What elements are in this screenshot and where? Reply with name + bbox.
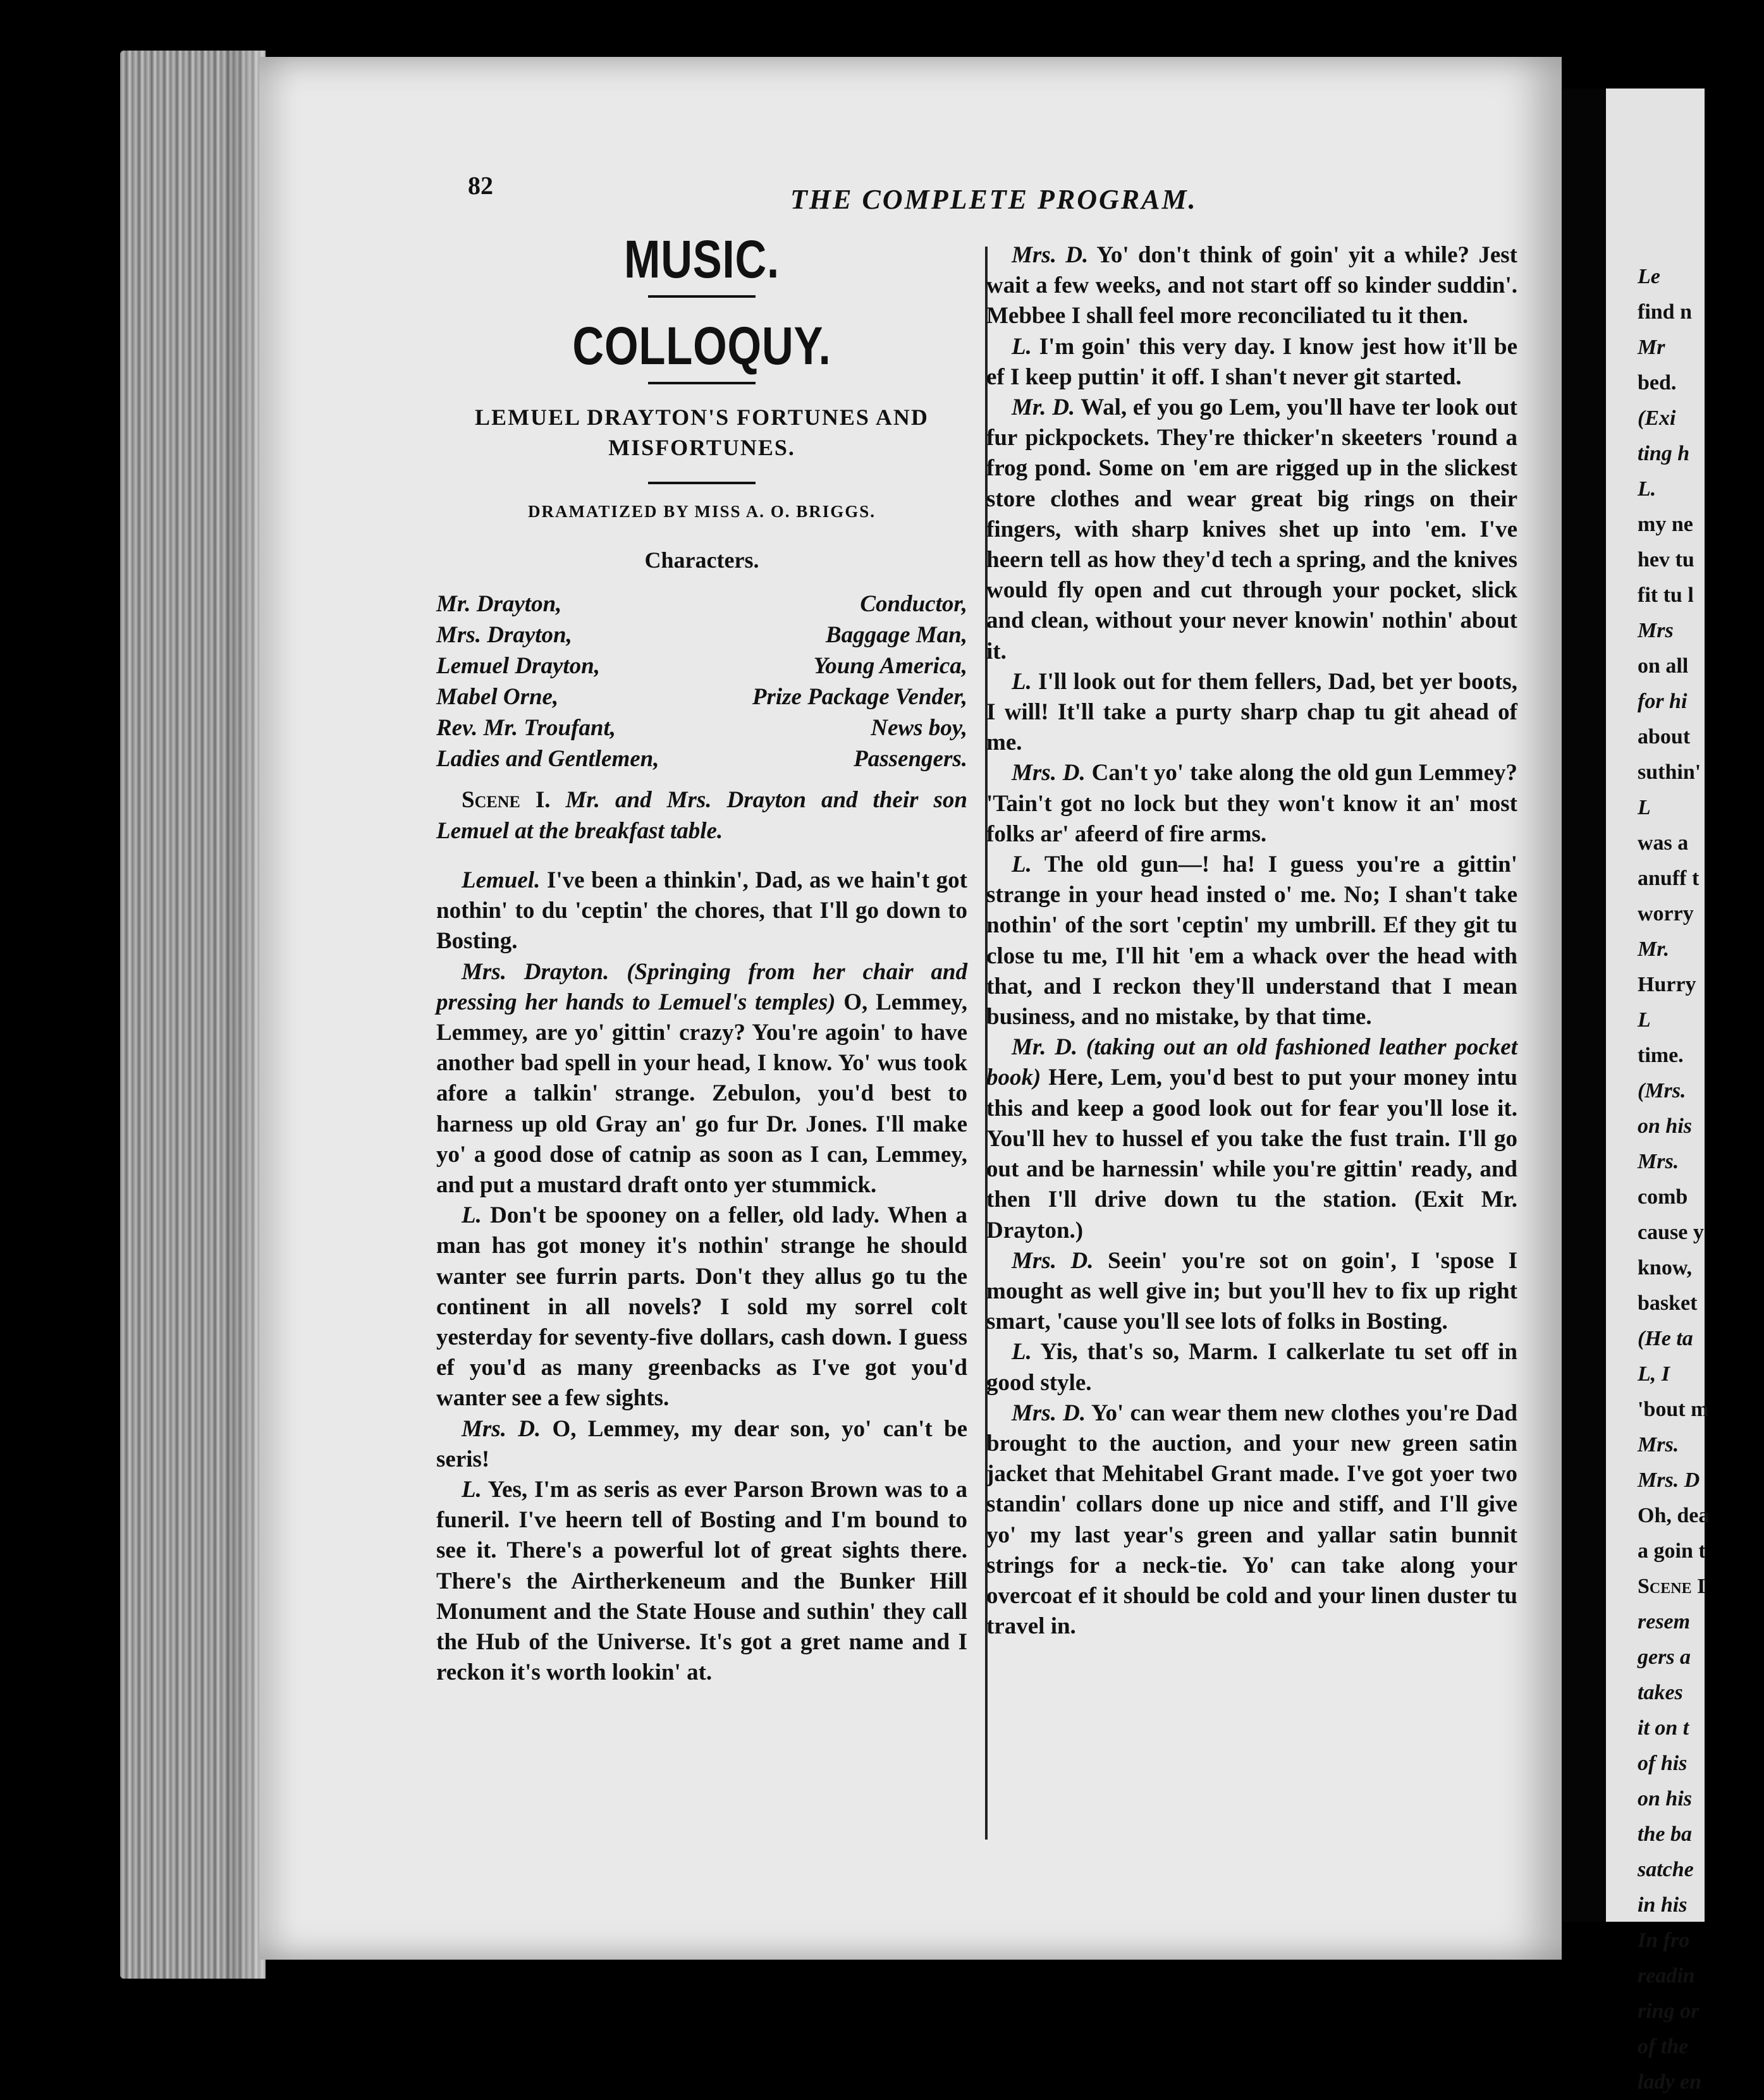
facing-page-line: of the — [1638, 2035, 1689, 2058]
byline: DRAMATIZED BY MISS A. O. BRIGGS. — [527, 502, 876, 521]
book-page-edges — [120, 51, 266, 1979]
dialogue-text: Don't be spooney on a feller, old lady. When a man has got money it's nothin' strange he should wanter see furrin parts. Don't they allus go tu the continent in all novels? I sold my sorrel colt yesterday for seventy-five dollars, cash down. I guess ef you'd as many greenbacks as I've got you'd wanter see a few sights. — [436, 1202, 968, 1412]
character-name-right: Prize Package Vender, — [752, 684, 967, 710]
dialogue-paragraph — [986, 1337, 1517, 1398]
heading-colloquy: COLLOQUY. — [572, 316, 831, 375]
character-row — [436, 712, 967, 743]
speaker-name: L. — [1012, 1339, 1032, 1365]
facing-page-line: ting h — [1638, 442, 1690, 465]
dialogue-paragraph — [436, 1200, 967, 1413]
speaker-name: Mrs. Drayton. — [462, 958, 609, 985]
characters-heading: Characters. — [644, 547, 759, 573]
play-title: LEMUEL DRAYTON'S FORTUNES AND MISFORTUNES. — [475, 405, 929, 460]
facing-page-line: lady en — [1638, 2070, 1702, 2094]
facing-page-line: bed. — [1638, 371, 1677, 394]
character-list — [436, 589, 967, 774]
dialogue-paragraph — [986, 1246, 1517, 1338]
dialogue-paragraph — [986, 1032, 1517, 1245]
facing-page-line: cause y — [1638, 1221, 1704, 1244]
dialogue-text: Yis, that's so, Marm. I calkerlate tu set off in good style. — [986, 1339, 1517, 1396]
character-name-right: Young America, — [813, 653, 967, 679]
facing-page-line: Scene I — [1638, 1575, 1706, 1598]
character-row — [436, 681, 967, 712]
speaker-name: Mr. D. — [1012, 1034, 1078, 1061]
facing-page-line: L — [1638, 1008, 1651, 1032]
dialogue-text: Seein' you're sot on goin', I 'spose I mought as well give in; but you'll hev to fix up right smart, 'cause you'll see lots of folks in Bosting. — [986, 1247, 1518, 1335]
running-head: THE COMPLETE PROGRAM. — [790, 184, 1197, 215]
facing-page-line: my ne — [1638, 513, 1693, 536]
speaker-name: L. — [1012, 852, 1032, 878]
character-name-left: Mrs. Drayton, — [436, 622, 572, 648]
facing-page-line: L — [1638, 796, 1651, 819]
facing-page-line: worry — [1638, 902, 1694, 925]
dialogue-paragraph — [436, 1475, 967, 1688]
facing-page-line: Le — [1638, 265, 1660, 288]
character-name-left: Mabel Orne, — [436, 684, 559, 710]
scene-label: Scene I. — [462, 787, 551, 813]
facing-page-line: fit tu l — [1638, 583, 1694, 607]
speaker-name: Mrs. D. — [1012, 1247, 1094, 1274]
book-gutter — [1562, 89, 1606, 1922]
facing-page-line: of his — [1638, 1752, 1687, 1775]
character-name-right: News boy, — [871, 715, 967, 741]
facing-page-line: Mrs — [1638, 619, 1674, 642]
facing-page-line: 'bout m — [1638, 1398, 1709, 1421]
facing-page-line: on his — [1638, 1787, 1692, 1810]
divider — [648, 382, 756, 384]
speaker-name: Mrs. D. — [462, 1415, 541, 1442]
dialogue-text: Yo' can wear them new clothes you're Dad brought to the auction, and your new green satin jacket that Mehitabel Grant made. I've got yoer two standin' collars done up nice and stiff, and I'll give yo' my last year's green and yallar satin bunnit strings for a neck-tie. Yo' can take along your overcoat ef it should be cold and your linen duster tu travel in. — [986, 1400, 1517, 1640]
divider — [648, 295, 756, 298]
right-dialogue — [986, 240, 1517, 1642]
stage-direction: (taking out an old fashioned leather pocket book) — [986, 1034, 1517, 1091]
speaker-name: Mrs. D. — [1012, 760, 1086, 786]
dialogue-paragraph — [436, 957, 967, 1201]
scene-text: Mr. and Mrs. Drayton and their son Lemuel at the breakfast table. — [436, 787, 968, 844]
facing-page-line: Mrs. — [1638, 1433, 1679, 1456]
heading-music: MUSIC. — [624, 229, 780, 289]
dialogue-paragraph — [986, 332, 1517, 393]
facing-page-line: know, — [1638, 1256, 1692, 1279]
page-number: 82 — [468, 171, 493, 200]
facing-page — [1606, 89, 1710, 2094]
character-name-left: Lemuel Drayton, — [436, 653, 600, 679]
facing-page-line: (He ta — [1638, 1327, 1693, 1350]
facing-page-line: resem — [1638, 1610, 1691, 1633]
dialogue-paragraph — [986, 758, 1517, 850]
character-name-right: Passengers. — [854, 746, 967, 772]
facing-page-line: In fro — [1638, 1929, 1690, 1952]
character-name-left: Mr. Drayton, — [436, 591, 562, 617]
dialogue-text: Wal, ef you go Lem, you'll have ter look out fur pickpockets. They're thicker'n skeeters 'round a frog pond. Some on 'em are rigged up in the slickest store clothes and wear great big rings on their fingers, with sharp knives shet up into 'em. I've heern tell as how they'd tech a spring, and the knives would fly open and cut through your pocket, slick and clean, without your never knowin' nothin' about it. — [986, 394, 1517, 664]
dialogue-paragraph — [986, 240, 1517, 332]
dialogue-paragraph — [986, 667, 1517, 759]
left-column — [436, 221, 967, 1688]
facing-page-line: suthin' — [1638, 760, 1701, 784]
dialogue-text: O, Lemmey, Lemmey, are yo' gittin' crazy? You're agoin' to have another bad spell in your head, I know. Yo' wus took afore a talkin' strange. Zebulon, you'd best to harness up old Gray an' go fur Dr. Jones. I'll make yo' a good dose of catnip as soon as I can, Lemmey, and put a mustard draft onto yer stummick. — [436, 989, 968, 1199]
dialogue-paragraph — [436, 1414, 967, 1475]
left-dialogue — [436, 865, 967, 1688]
facing-page-line: time. — [1638, 1044, 1684, 1067]
dialogue-paragraph — [986, 850, 1517, 1032]
facing-page-line: L, I — [1638, 1362, 1670, 1386]
speaker-name: Mrs. D. — [1012, 1400, 1086, 1426]
facing-page-line: readin — [1638, 1964, 1695, 1987]
facing-page-line: the ba — [1638, 1822, 1692, 1846]
stage-direction: (Springing from her chair and pressing her hands to Lemuel's temples) — [436, 958, 968, 1015]
character-row — [436, 743, 967, 774]
speaker-name: L. — [1012, 668, 1032, 695]
facing-page-line: Hurry — [1638, 973, 1696, 996]
speaker-name: Mrs. D. — [1012, 242, 1089, 268]
facing-page-text — [1638, 259, 1764, 2100]
facing-page-line: on all — [1638, 654, 1689, 678]
character-name-left: Ladies and Gentlemen, — [436, 746, 659, 772]
facing-page-line: (Exi — [1638, 406, 1676, 430]
character-name-right: Baggage Man, — [825, 622, 967, 648]
facing-page-line: comb — [1638, 1185, 1688, 1209]
speaker-name: L. — [1012, 333, 1032, 360]
dialogue-text: Can't yo' take along the old gun Lemmey? 'Tain't got no lock but they won't know it an' most folks ar' afeerd of fire arms. — [986, 760, 1518, 847]
dialogue-paragraph — [986, 393, 1517, 667]
dialogue-paragraph — [436, 865, 967, 957]
facing-page-line: about — [1638, 725, 1691, 748]
facing-page-line: Mrs. — [1638, 1150, 1679, 1173]
facing-page-line: satche — [1638, 1858, 1694, 1881]
speaker-name: Lemuel. — [462, 867, 541, 893]
facing-page-line: basket — [1638, 1291, 1698, 1315]
facing-page-line: hev tu — [1638, 548, 1694, 571]
facing-page-line: on his — [1638, 1114, 1692, 1138]
dialogue-paragraph — [986, 1398, 1517, 1642]
speaker-name: L. — [462, 1477, 482, 1503]
facing-page-line: (Mrs. — [1638, 1079, 1686, 1102]
divider — [648, 482, 756, 484]
facing-page-line: takes — [1638, 1681, 1683, 1704]
dialogue-text: I'll look out for them fellers, Dad, bet yer boots, I will! It'll take a purty sharp chap tu git ahead of me. — [986, 668, 1518, 756]
character-row — [436, 620, 967, 650]
dialogue-text: Yo' don't think of goin' yit a while? Jest wait a few weeks, and not start off so kinder suddin'. Mebbee I shall feel more reconciliated tu it then. — [986, 242, 1517, 329]
facing-page-line: Oh, dea — [1638, 1504, 1710, 1527]
dialogue-text: O, Lemmey, my dear son, yo' can't be seris! — [436, 1415, 968, 1472]
facing-page-line: in his — [1638, 1893, 1687, 1917]
character-name-right: Conductor, — [860, 591, 967, 617]
character-row — [436, 650, 967, 681]
facing-page-line: find n — [1638, 300, 1692, 324]
character-name-left: Rev. Mr. Troufant, — [436, 715, 616, 741]
facing-page-line: was a — [1638, 831, 1689, 855]
character-row — [436, 589, 967, 620]
dialogue-text: Here, Lem, you'd best to put your money intu this and keep a good look out for fear you'll lose it. You'll hev to hussel ef you take the fust train. I'll go out and be harnessin' while you're gittin' ready, and then I'll drive down tu the station. (Exit Mr. Drayton.) — [986, 1065, 1517, 1243]
dialogue-text: I've been a thinkin', Dad, as we hain't got nothin' to du 'ceptin' the chores, that I'll go down to Bosting. — [436, 867, 967, 955]
facing-page-line: it on t — [1638, 1716, 1689, 1740]
facing-page-line: Mr — [1638, 336, 1665, 359]
facing-page-line: Mr. — [1638, 937, 1670, 961]
speaker-name: L. — [462, 1202, 482, 1229]
right-column — [986, 240, 1517, 1642]
scene-direction — [436, 784, 967, 846]
dialogue-text: I'm goin' this very day. I know jest how it'll be ef I keep puttin' it off. I shan't never git started. — [986, 333, 1518, 390]
facing-page-line: Mrs. D — [1638, 1468, 1700, 1492]
facing-page-line: anuff t — [1638, 867, 1700, 890]
facing-page-line: gers a — [1638, 1645, 1691, 1669]
facing-page-line: L. — [1638, 477, 1657, 501]
facing-page-line: ring or — [1638, 1999, 1700, 2023]
facing-page-line: for hi — [1638, 690, 1687, 713]
dialogue-text: Yes, I'm as seris as ever Parson Brown was to a funeril. I've heern tell of Bosting and I'm bound to see it. There's a powerful lot of great sights there. There's the Airtherkeneum and the Bunker Hill Monument and the State House and suthin' they call the Hub of the Universe. It's got a gret name and I reckon it's worth lookin' at. — [436, 1477, 967, 1686]
speaker-name: Mr. D. — [1012, 394, 1075, 421]
facing-page-line: a goin t — [1638, 1539, 1706, 1563]
dialogue-text: The old gun—! ha! I guess you're a gittin' strange in your head insted o' me. No; I shan't take nothin' of the sort 'ceptin' my umbrill. Ef they git tu close tu me, I'll hit 'em a whack over the head with that, and I reckon they'll understand that I mean business, and no mistake, by that time. — [986, 852, 1517, 1030]
